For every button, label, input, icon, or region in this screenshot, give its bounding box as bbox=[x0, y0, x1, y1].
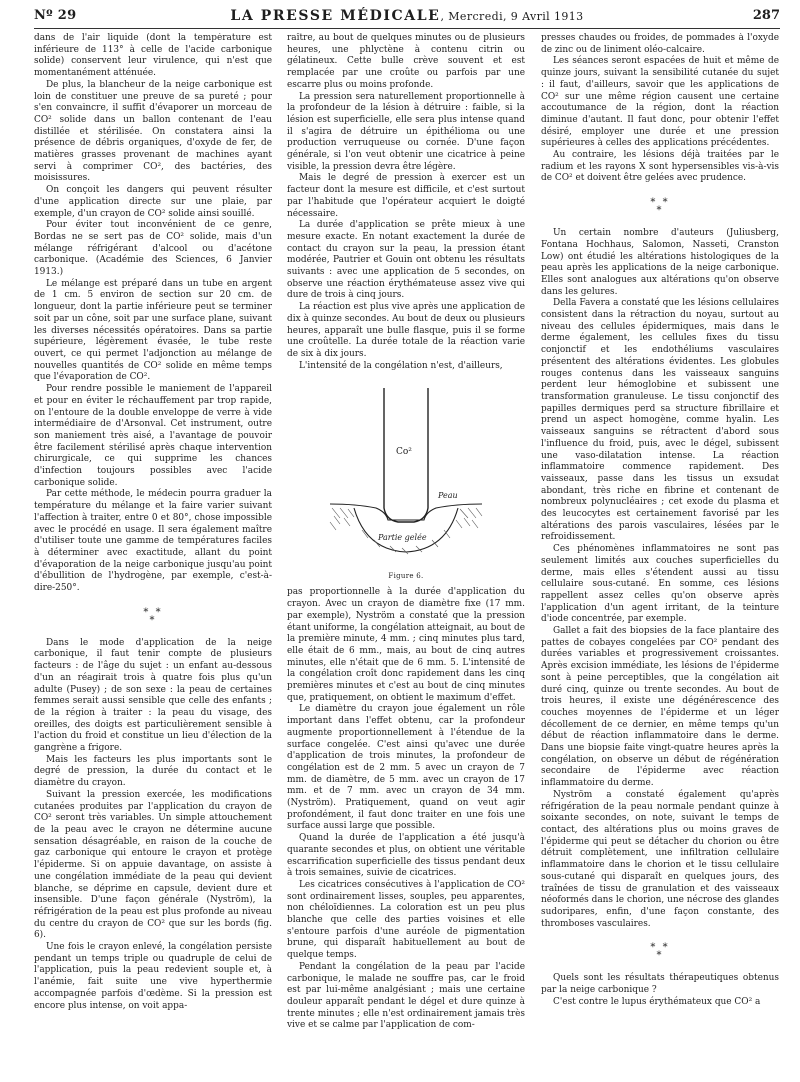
separator-stars: * * bbox=[143, 606, 163, 618]
paragraph: Quels sont les résultats thérapeutiques obtenus par la neige carbonique ? bbox=[541, 973, 779, 996]
column-2 bbox=[287, 33, 525, 1079]
separator-star: * bbox=[656, 205, 664, 217]
paragraph: Nyström a constaté également qu'après réfrigération de la peau normale pendant quinze à soixante secondes, on note, suivant le temps de contact, des altérations plus ou moins graves de l'épiderme qui peut se détacher du chorion ou être détruit complètement, une infiltration cellulaire inflammatoire dans le chorion et le tissu cellulaire sous-cutané qui disparaît en quelques jours, des traînées de tissu de granulation et des vaisseaux néoformés dans le chorion, une nécrose des glandes sudoripares, enfin, d'une façon constante, des thromboses vasculaires. bbox=[541, 789, 779, 929]
paragraph: Par cette méthode, le médecin pourra graduer la température du mélange et la faire varier suivant l'affection à traiter, entre 0 et 80°, chose impossible avec le procédé en usage. Il sera également maître d'utiliser toute une gamme de températures faciles à déterminer avec exactitude, allant du point d'évaporation de la neige carbonique jusqu'au point d'ébullition de l'hydrogène, par exemple, c'est-à-dire-250°. bbox=[34, 489, 272, 594]
paragraph: La réaction est plus vive après une application de dix à quinze secondes. Au bout de deux ou plusieurs heures, apparaît une bulle flasque, puis il se forme une croûtelle. La durée totale de la réaction varie de six à dix jours. bbox=[287, 302, 525, 359]
column-3 bbox=[541, 33, 779, 1079]
paragraph: presses chaudes ou froides, de pommades à l'oxyde de zinc ou de liniment oléo-calcaire. bbox=[541, 33, 779, 55]
header-rule bbox=[34, 28, 780, 29]
paragraph: raître, au bout de quelques minutes ou de plusieurs heures, une phlyctène à contenu citrin ou gélatineux. Cette bulle crève souvent et est remplacée par une croûte ou parfois par une escarre plus ou moins profonde. bbox=[287, 33, 525, 90]
frozen-zone bbox=[354, 508, 458, 552]
skin-line bbox=[330, 504, 482, 520]
paragraph: Dans le mode d'application de la neige carbonique, il faut tenir compte de plusieurs facteurs : de l'âge du sujet : un enfant au-dessous d'un an réagirait trois à quatre fois plus qu'un adulte (Pusey) ; de son sexe : la peau de certaines femmes serait aussi sensible que celle des enfants ; de la région à traiter : la peau du visage, des oreilles, des doigts est particulièrement sensible à l'action du froid et constitue un lieu d'élection de la gangrène a frigore. bbox=[34, 637, 272, 754]
page-header bbox=[34, 4, 780, 28]
paragraph: Les séances seront espacées de huit et même de quinze jours, suivant la sensibilité cutanée du sujet : il faut, d'ailleurs, savoir que les applications de CO² sur une même région causent une certaine accoutumance de la région, dont la réaction diminue d'autant. Il faut donc, pour obtenir l'effet désiré, employer une durée et une pression supérieures à celles des applications précédentes. bbox=[541, 56, 779, 149]
paragraph: Pour rendre possible le maniement de l'appareil et pour en éviter le réchauffement par trop rapide, on l'entoure de la double enveloppe de verre à vide intermédiaire de d'Arsonval. Cet instrument, outre son maniement très aisé, a l'avantage de pouvoir être facilement stérilisé après chaque intervention chirurgicale, ce qui supprime les chances d'infection toujours possibles avec l'acide carbonique solide. bbox=[34, 384, 272, 488]
separator-stars: * * bbox=[650, 197, 670, 209]
issue-number: Nº 29 bbox=[34, 8, 77, 23]
paragraph: On conçoit les dangers qui peuvent résulter d'une application directe sur une plaie, par exemple, d'un crayon de CO² solide ainsi souillé. bbox=[34, 185, 272, 219]
separator-star: * bbox=[656, 950, 664, 962]
paragraph: Pendant la congélation de la peau par l'acide carbonique, le malade ne souffre pas, car le froid est par lui-même analgésiant ; mais une certaine douleur apparaît pendant le dégel et dure quinze à trente minutes ; elle n'est ordinairement jamais très vive et se calme par l'application de com- bbox=[287, 961, 525, 1031]
section-separator bbox=[34, 607, 272, 626]
paragraph: Suivant la pression exercée, les modifications cutanées produites par l'application du crayon de CO² seront très variables. Un simple attouchement de la peau avec le crayon ne détermine aucune sensation désagréable, en raison de la couche de gaz carbonique qui entoure le crayon et protège l'épiderme. Si on appuie davantage, on assiste à une congélation immédiate de la peau qui devient blanche, se déprime en capsule, devient dure et insensible. D'une façon générale (Nyström), la réfrigération de la peau est plus profonde au niveau du centre du crayon de CO² que sur les bords (fig. 6). bbox=[34, 789, 272, 941]
column-1 bbox=[34, 33, 272, 1079]
label-peau: Peau bbox=[438, 491, 458, 501]
paragraph: Les cicatrices consécutives à l'application de CO² sont ordinairement lisses, souples, peu apparentes, non chéloïdiennes. La coloration est un peu plus blanche que celle des parties voisines et elle s'entoure parfois d'une auréole de pigmentation brune, qui disparaît habituellement au bout de quelque temps. bbox=[287, 879, 525, 961]
paragraph: pas proportionnelle à la durée d'application du crayon. Avec un crayon de diamètre fixe (17 mm. par exemple), Nyström a constaté que la pression étant uniforme, la congélation atteignait, au bout de la première minute, 4 mm. ; cinq minutes plus tard, elle était de 6 mm., mais, au bout de cinq autres minutes, elle n'était que de 6 mm. 5. L'intensité de la congélation croît donc rapidement dans les cinq premières minutes et c'est au bout de cinq minutes que, pratiquement, on obtient le maximum d'effet. bbox=[287, 587, 525, 703]
freezing-diagram bbox=[326, 380, 486, 570]
section-separator bbox=[541, 197, 779, 216]
paragraph: dans de l'air liquide (dont la température est inférieure de 113° à celle de l'acide carbonique solide) conservent leur virulence, qui n'est que momentanément atténuée. bbox=[34, 33, 272, 79]
journal-name: LA PRESSE MÉDICALE bbox=[230, 8, 441, 24]
skin-hatching bbox=[330, 508, 482, 554]
paragraph: L'intensité de la congélation n'est, d'ailleurs, bbox=[299, 360, 503, 371]
paragraph: Mais les facteurs les plus importants sont le degré de pression, la durée du contact et le diamètre du crayon. bbox=[34, 754, 272, 789]
paragraph: Le mélange est préparé dans un tube en argent de 1 cm. 5 environ de section sur 20 cm. de longueur, dont la partie inférieure peut se terminer soit par un cône, soit par une surface plane, suivant les diverses nécessités opératoires. Dans sa partie supérieure, légèrement évasée, le tube reste ouvert, ce qui permet l'adjonction au mélange de nouvelles quantités de CO² solide en même temps que l'évaporation de CO². bbox=[34, 278, 272, 383]
paragraph: Pour éviter tout inconvénient de ce genre, Bordas ne se sert pas de CO² solide, mais d'un mélange réfrigérant d'alcool ou d'acétone carbonique. (Académie des Sciences, 6 Janvier 1913.) bbox=[34, 220, 272, 278]
section-separator bbox=[541, 942, 779, 961]
paragraph: Le diamètre du crayon joue également un rôle important dans l'effet obtenu, car la profondeur augmente proportionnellement à l'étendue de la surface congelée. C'est ainsi qu'avec une durée d'application de trois minutes, la profondeur de congélation est de 2 mm. 5 avec un crayon de 7 mm. de diamètre, de 5 mm. avec un crayon de 17 mm. et de 7 mm. avec un crayon de 34 mm. (Nyström). Pratiquement, quand on veut agir profondément, il faut donc traiter en une fois une surface aussi large que possible. bbox=[287, 704, 525, 832]
separator-stars: * * bbox=[650, 942, 670, 954]
page-number: 287 bbox=[752, 8, 780, 23]
journal-title bbox=[34, 8, 780, 24]
paragraph: Au contraire, les lésions déjà traitées par le radium et les rayons X sont hypersensibles vis-à-vis de CO² et doivent être gelées avec prudence. bbox=[541, 150, 779, 184]
paragraph: De plus, la blancheur de la neige carbonique est loin de constituer une preuve de sa pureté ; pour s'en convaincre, il suffit d'évaporer un morceau de CO² solide dans un ballon contenant de l'eau distillée et stérilisée. On constatera ainsi la présence de débris organiques, d'oxyde de fer, de matières grasses provenant de machines ayant servi à comprimer CO², des bactéries, des moisissures. bbox=[34, 79, 272, 184]
paragraph: Quand la durée de l'application a été jusqu'à quarante secondes et plus, on obtient une véritable escarrification superficielle des tissus pendant deux à trois semaines, suivie de cicatrices. bbox=[287, 833, 525, 879]
paragraph: Un certain nombre d'auteurs (Juliusberg, Fontana Hochhaus, Salomon, Nasseti, Cranston Low) ont étudié les altérations histologiques de la peau après les applications de la neige carbonique. Elles sont analogues aux altérations qu'on observe dans les gelures. bbox=[541, 228, 779, 297]
paragraph: La pression sera naturellement proportionnelle à la profondeur de la lésion à détruire : faible, si la lésion est superficielle, elle sera plus intense quand il s'agira de détruire un épithélioma ou une production verruqueuse ou cornée. D'une façon générale, si l'on veut obtenir une cicatrice à peine visible, la pression devra être légère. bbox=[287, 91, 525, 172]
paragraph: Une fois le crayon enlevé, la congélation persiste pendant un temps triple ou quadruple de celui de l'application, puis la peau redevient souple et, à l'anémie, fait suite une vive hyperthermie accompagnée parfois d'œdème. Si la pression est encore plus intense, on voit appa- bbox=[34, 942, 272, 1011]
issue-date: , Mercredi, 9 Avril 1913 bbox=[440, 10, 584, 23]
paragraph: C'est contre le lupus érythémateux que CO² a bbox=[553, 996, 761, 1007]
figure-6 bbox=[287, 380, 525, 581]
paragraph: Gallet a fait des biopsies de la face plantaire des pattes de cobayes congelées par CO² pendant des durées variables et progressivement croissantes. Après excision immédiate, les lésions de l'épiderme sont à peine perceptibles, que la congélation ait duré cinq, quinze ou trente secondes. Au bout de trois heures, il existe une dégénérescence des couches moyennes de l'épiderme et un léger décollement de ce dernier, en même temps qu'un début de réaction inflammatoire dans le derme. Dans une biopsie faite vingt-quatre heures après la congélation, on observe un début de régénération secondaire de l'épiderme avec réaction inflammatoire du derme. bbox=[541, 626, 779, 789]
label-co2: Co² bbox=[396, 447, 412, 458]
separator-star: * bbox=[149, 614, 157, 626]
paragraph: Mais le degré de pression à exercer est un facteur dont la mesure est difficile, et c'est surtout par l'habitude que l'opérateur acquiert le doigté nécessaire. bbox=[287, 173, 525, 219]
label-partie-gelee: Partie gelée bbox=[378, 533, 427, 543]
paragraph: Della Favera a constaté que les lésions cellulaires consistent dans la rétraction du noyau, surtout au niveau des cellules épidermiques, mais dans le derme également, les cellules fixes du tissu conjonctif et les endothéliums vasculaires présentent des altérations évidentes. Les globules rouges contenus dans les vaisseaux sanguins perdent leur hémoglobine et subissent une transformation granuleuse. Le tissu conjonctif des papilles dermiques perd sa structure fibrillaire et prend un aspect homogène, comme hyalin. Les vaisseaux sanguins se rétractent d'abord sous l'influence du froid, puis, avec le dégel, subissent une vaso-dilatation intense. La réaction inflammatoire commence rapidement. Des vaisseaux, passe dans les tissus un exsudat abondant, très riche en fibrine et contenant de nombreux polynucléaires ; cet exode du plasma et des leucocytes est certainement favorisé par les altérations des parois vasculaires, lésées par le refroidissement. bbox=[541, 298, 779, 543]
paragraph: Ces phénomènes inflammatoires ne sont pas seulement limités aux couches superficielles du derme, mais elles s'étendent aussi au tissu cellulaire sous-cutané. En somme, ces lésions rappellent assez celles qu'on observe après l'application d'un agent irritant, de la teinture d'iode concentrée, par exemple. bbox=[541, 544, 779, 625]
figure-caption: Figure 6. bbox=[388, 572, 424, 581]
paragraph: La durée d'application se prête mieux à une mesure exacte. En notant exactement la durée de contact du crayon sur la peau, la pression étant modérée, Pautrier et Gouin ont obtenu les résultats suivants : avec une application de 5 secondes, on observe une réaction érythémateuse assez vive qui dure de trois à cinq jours. bbox=[287, 220, 525, 301]
